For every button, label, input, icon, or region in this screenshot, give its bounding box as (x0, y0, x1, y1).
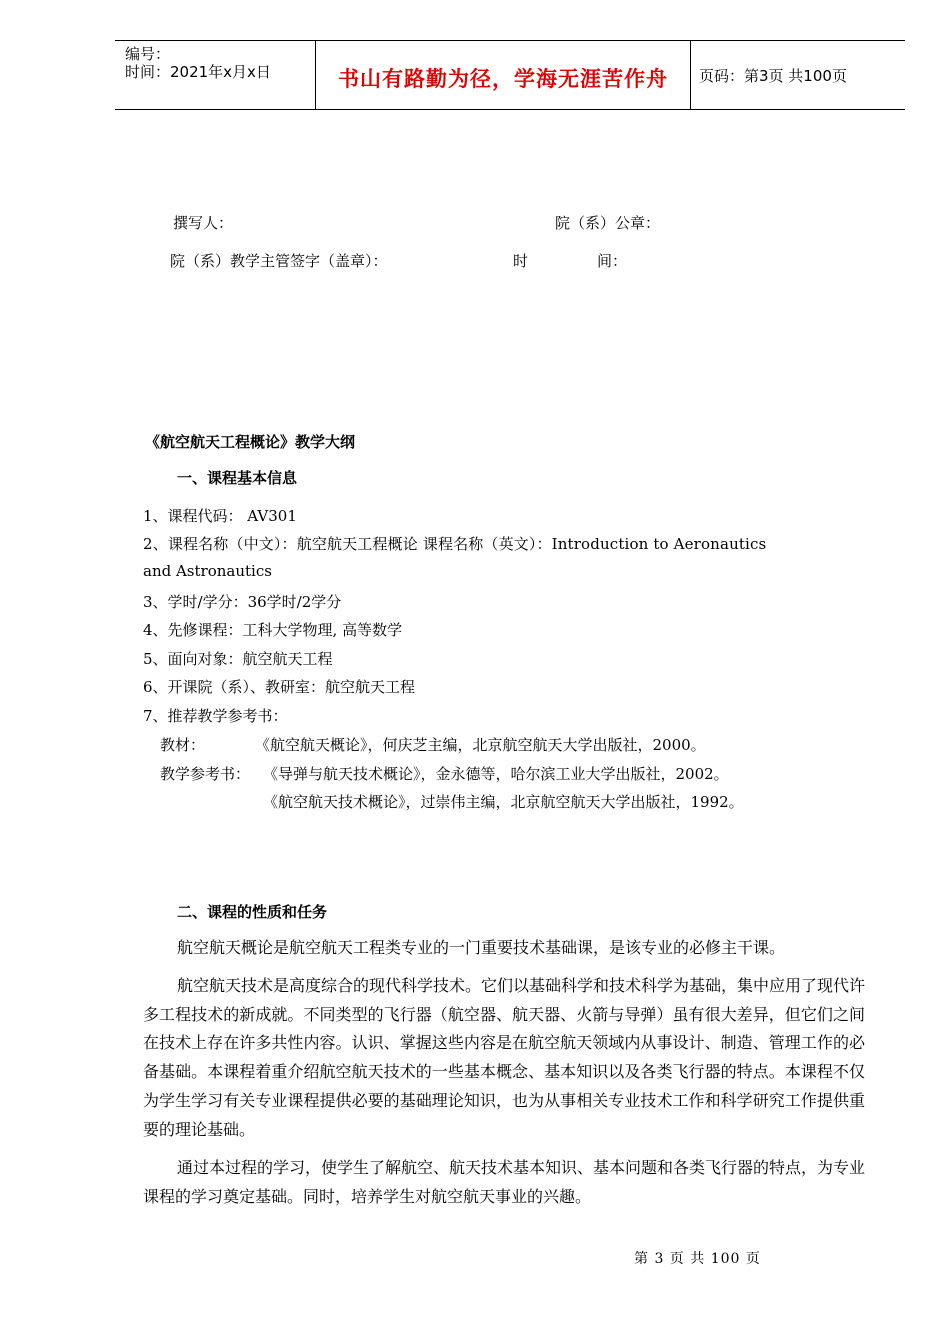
supervisor-label: 院（系）教学主管签字（盖章）： (170, 252, 388, 270)
header-page-cell (691, 41, 905, 109)
seal-label: 院（系）公章： (555, 214, 661, 232)
reference-1: 《导弹与航天技术概论》，金永德等，哈尔滨工业大学出版社，2002。 (263, 765, 729, 783)
section-1-heading: 一、课程基本信息 (177, 469, 298, 487)
item-course-name: 2、课程名称（中文）：航空航天工程概论 课程名称（英文）：Introduction to Aeronautics (143, 535, 767, 553)
reference-label: 教学参考书： (160, 765, 251, 783)
time-label: 时间：2021年x月x日 (125, 63, 271, 81)
page-footer: 第 3 页 共 100 页 (634, 1251, 761, 1267)
textbook-label: 教材： (160, 736, 206, 754)
item-references-heading: 7、推荐教学参考书： (143, 707, 288, 725)
paragraph-3: 通过本过程的学习，使学生了解航空、航天技术基本知识、基本问题和各类飞行器的特点，为专业课程的学习奠定基础。同时，培养学生对航空航天事业的兴趣。 (143, 1158, 866, 1206)
header-meta (115, 41, 315, 109)
page-header (115, 40, 905, 110)
syllabus-title: 《航空航天工程概论》教学大纲 (145, 433, 356, 451)
item-department: 6、开课院（系）、教研室：航空航天工程 (143, 678, 416, 696)
item-course-code: 1、课程代码： AV301 (143, 507, 297, 525)
time-label-a: 时 (513, 252, 529, 270)
item-hours-credits: 3、学时/学分：36学时/2学分 (143, 593, 342, 611)
item-course-name-cont: and Astronautics (143, 562, 272, 580)
time-label-b: 间： (597, 252, 628, 270)
paragraph-2: 航空航天技术是高度综合的现代科学技术。它们以基础科学和技术科学为基础，集中应用了现代许多工程技术的新成就。不同类型的飞行器（航空器、航天器、火箭与导弹）虽有很大差异，但它们之间在技术上存在许多共性内容。认识、掌握这些内容是在航空航天领域内从事设计、制造、管理工作的必备基础。本课程着重介绍航空航天技术的一些基本概念、基本知识以及各类飞行器的特点。本课程不仅为学生学习有关专业课程提供必要的基础理论知识，也为从事相关专业技术工作和科学研究工作提供重要的理论基础。 (143, 976, 866, 1139)
number-label: 编号： (125, 45, 171, 63)
reference-2: 《航空航天技术概论》，过崇伟主编，北京航空航天大学出版社，1992。 (263, 793, 744, 811)
item-audience: 5、面向对象：航空航天工程 (143, 650, 333, 668)
item-prerequisites: 4、先修课程：工科大学物理, 高等数学 (143, 621, 403, 639)
section-2-heading: 二、课程的性质和任务 (177, 903, 328, 921)
motto: 书山有路勤为径，学海无涯苦作舟 (338, 67, 668, 91)
header-motto-cell (315, 41, 691, 109)
header-page-info: 页码：第3页 共100页 (699, 67, 847, 85)
writer-label: 撰写人： (173, 214, 234, 232)
textbook: 《航空航天概论》，何庆芝主编，北京航空航天大学出版社，2000。 (255, 736, 706, 754)
paragraph-1: 航空航天概论是航空航天工程类专业的一门重要技术基础课，是该专业的必修主干课。 (177, 938, 786, 957)
